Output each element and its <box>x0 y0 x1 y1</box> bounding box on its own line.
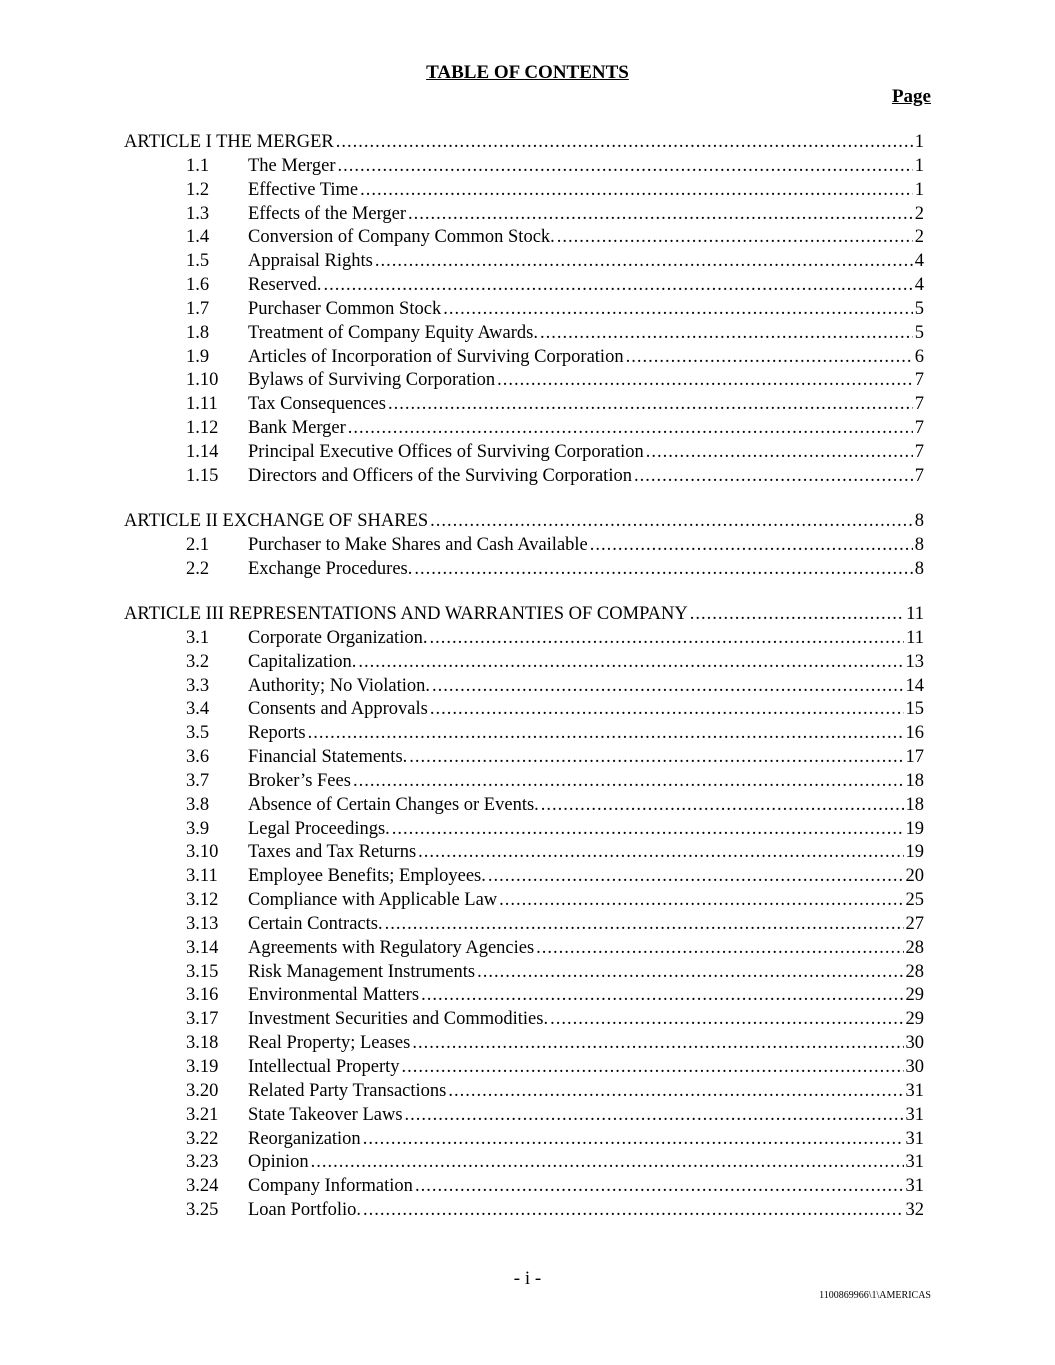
section-page-number: 28 <box>905 937 924 958</box>
section-title: The Merger <box>248 155 336 176</box>
section-number: 3.13 <box>186 913 219 934</box>
dot-leader <box>430 698 904 722</box>
dot-leader <box>358 651 903 675</box>
section-title: Employee Benefits; Employees. <box>248 866 486 887</box>
section-page-number: 14 <box>905 675 924 696</box>
dot-leader <box>388 393 913 417</box>
section-title: Absence of Certain Changes or Events. <box>248 794 539 815</box>
toc-section-entry[interactable] <box>124 722 924 746</box>
section-page-number: 6 <box>914 346 924 367</box>
toc-section-entry[interactable] <box>124 558 924 582</box>
dot-leader <box>590 534 913 558</box>
section-title: Purchaser to Make Shares and Cash Available <box>248 534 588 555</box>
section-page-number: 1 <box>914 155 924 176</box>
section-title: Company Information <box>248 1176 413 1197</box>
section-page-number: 5 <box>914 298 924 319</box>
section-number: 3.6 <box>186 747 210 768</box>
section-number: 3.14 <box>186 937 219 958</box>
section-page-number: 30 <box>905 1057 924 1077</box>
dot-leader <box>541 794 904 818</box>
toc-section-entry[interactable] <box>124 298 924 322</box>
section-page-number: 17 <box>905 747 924 768</box>
section-page-number: 2 <box>914 203 924 224</box>
dot-leader <box>392 818 904 842</box>
page-column-header: Page <box>891 86 931 107</box>
section-number: 3.1 <box>186 627 210 648</box>
section-number: 3.5 <box>186 723 210 744</box>
dot-leader <box>348 417 913 441</box>
section-title: Treatment of Company Equity Awards. <box>248 322 538 343</box>
footer-page-number: - i - <box>513 1268 542 1289</box>
dot-leader <box>363 1128 904 1152</box>
section-number: 2.2 <box>186 558 210 579</box>
section-title: Directors and Officers of the Surviving Corporation <box>248 465 632 486</box>
dot-leader <box>550 1008 903 1032</box>
section-title: Broker’s Fees <box>248 770 351 791</box>
dot-leader <box>497 369 913 393</box>
section-page-number: 32 <box>905 1200 924 1221</box>
section-number: 3.16 <box>186 985 219 1006</box>
section-page-number: 1 <box>914 179 924 200</box>
toc-article-block <box>124 131 924 489</box>
section-page-number: 31 <box>905 1128 924 1149</box>
section-page-number: 4 <box>914 251 924 272</box>
section-number: 1.4 <box>186 227 210 248</box>
section-number: 1.9 <box>186 346 210 367</box>
dot-leader <box>323 274 912 298</box>
section-title: Certain Contracts. <box>248 913 383 934</box>
section-number: 3.11 <box>186 866 218 887</box>
section-title: Tax Consequences <box>248 394 386 415</box>
toc-section-entry[interactable] <box>124 698 924 722</box>
toc-section-entry[interactable] <box>124 346 924 370</box>
section-number: 1.7 <box>186 298 210 319</box>
section-number: 1.2 <box>186 179 210 200</box>
section-title: Conversion of Company Common Stock. <box>248 227 555 248</box>
section-page-number: 30 <box>905 1033 924 1054</box>
dot-leader <box>418 841 903 865</box>
toc-section-entry[interactable] <box>124 770 924 794</box>
dot-leader <box>429 627 904 651</box>
section-number: 1.12 <box>186 418 219 439</box>
section-page-number: 29 <box>905 1009 924 1030</box>
article-page-number: 11 <box>906 603 924 624</box>
section-title: Capitalization. <box>248 651 357 672</box>
section-page-number: 8 <box>914 558 924 579</box>
section-page-number: 13 <box>905 651 924 672</box>
section-page-number: 4 <box>914 275 924 296</box>
section-number: 3.18 <box>186 1033 219 1054</box>
dot-leader <box>432 675 903 699</box>
section-title: Bylaws of Surviving Corporation <box>248 370 496 391</box>
section-page-number: 18 <box>905 770 924 791</box>
toc-section-entry[interactable] <box>124 393 924 417</box>
article-title: ARTICLE I THE MERGER <box>124 132 334 152</box>
section-number: 3.24 <box>186 1176 219 1197</box>
dot-leader <box>477 961 903 985</box>
toc-section-entry[interactable] <box>124 1008 924 1032</box>
toc-article-entry[interactable] <box>124 603 924 627</box>
dot-leader <box>402 1056 904 1080</box>
section-number: 3.7 <box>186 770 210 791</box>
section-number: 3.15 <box>186 961 219 982</box>
section-title: Purchaser Common Stock <box>248 298 442 319</box>
dot-leader <box>375 250 913 274</box>
section-title: Effects of the Merger <box>248 203 407 224</box>
dot-leader <box>488 865 904 889</box>
section-page-number: 7 <box>914 441 924 462</box>
dot-leader <box>430 510 913 534</box>
dot-leader <box>405 1104 904 1128</box>
dot-leader <box>421 984 903 1008</box>
toc-section-entry[interactable] <box>124 203 924 227</box>
toc-section-entry[interactable] <box>124 651 924 675</box>
section-title: Environmental Matters <box>248 985 420 1006</box>
section-number: 1.15 <box>186 465 219 486</box>
toc-section-entry[interactable] <box>124 961 924 985</box>
section-title: Risk Management Instruments <box>248 961 476 982</box>
section-page-number: 8 <box>914 534 924 555</box>
section-page-number: 15 <box>905 699 924 720</box>
section-page-number: 31 <box>905 1176 924 1197</box>
section-page-number: 16 <box>905 723 924 744</box>
section-title: Related Party Transactions <box>248 1080 447 1101</box>
section-title: Investment Securities and Commodities. <box>248 1009 549 1030</box>
dot-leader <box>443 298 913 322</box>
section-title: Bank Merger <box>248 418 346 439</box>
toc-section-entry[interactable] <box>124 1151 924 1175</box>
section-title: Loan Portfolio. <box>248 1200 362 1221</box>
dot-leader <box>409 746 903 770</box>
section-page-number: 31 <box>905 1080 924 1101</box>
section-number: 3.23 <box>186 1152 219 1173</box>
section-title: Principal Executive Offices of Surviving Corporation <box>248 441 644 462</box>
page-title: TABLE OF CONTENTS <box>426 62 629 83</box>
section-page-number: 7 <box>914 394 924 415</box>
toc-article-entry[interactable] <box>124 510 924 534</box>
section-title: Real Property; Leases <box>248 1033 411 1054</box>
section-number: 3.22 <box>186 1128 219 1149</box>
toc-section-entry[interactable] <box>124 534 924 558</box>
toc-section-entry[interactable] <box>124 794 924 818</box>
section-page-number: 19 <box>905 842 924 863</box>
toc-section-entry[interactable] <box>124 369 924 393</box>
dot-leader <box>634 465 913 489</box>
toc-section-entry[interactable] <box>124 1032 924 1056</box>
section-number: 3.3 <box>186 675 210 696</box>
section-number: 3.21 <box>186 1104 219 1125</box>
section-number: 3.12 <box>186 890 219 911</box>
section-number: 1.1 <box>186 155 210 176</box>
toc-article-entry[interactable] <box>124 131 924 155</box>
toc-section-entry[interactable] <box>124 865 924 889</box>
dot-leader <box>626 346 913 370</box>
section-number: 3.19 <box>186 1057 219 1077</box>
dot-leader <box>311 1151 904 1175</box>
section-title: Taxes and Tax Returns <box>248 842 417 863</box>
section-number: 1.3 <box>186 203 210 224</box>
section-page-number: 19 <box>905 818 924 839</box>
section-page-number: 2 <box>914 227 924 248</box>
document-id: 1100869966\1\AMERICAS <box>819 1290 931 1301</box>
toc-section-entry[interactable] <box>124 155 924 179</box>
toc-section-entry[interactable] <box>124 1080 924 1104</box>
article-title: ARTICLE II EXCHANGE OF SHARES <box>124 511 429 532</box>
dot-leader <box>646 441 913 465</box>
dot-leader <box>499 889 903 913</box>
section-number: 1.11 <box>186 394 218 415</box>
toc-article-block <box>124 510 924 582</box>
section-number: 3.20 <box>186 1080 219 1101</box>
section-title: Exchange Procedures. <box>248 558 413 579</box>
toc-section-entry[interactable] <box>124 984 924 1008</box>
toc-section-entry[interactable] <box>124 1128 924 1152</box>
dot-leader <box>363 1199 903 1223</box>
toc-section-entry[interactable] <box>124 441 924 465</box>
dot-leader <box>412 1032 903 1056</box>
section-number: 3.8 <box>186 794 210 815</box>
toc-section-entry[interactable] <box>124 465 924 489</box>
toc-section-entry[interactable] <box>124 417 924 441</box>
section-number: 1.5 <box>186 251 210 272</box>
section-title: Appraisal Rights <box>248 251 373 272</box>
article-page-number: 1 <box>914 132 924 152</box>
article-title: ARTICLE III REPRESENTATIONS AND WARRANTIES OF COMPANY <box>124 603 688 624</box>
dot-leader <box>408 203 913 227</box>
section-number: 1.6 <box>186 275 210 296</box>
section-number: 2.1 <box>186 534 210 555</box>
section-number: 3.9 <box>186 818 210 839</box>
dot-leader <box>360 179 913 203</box>
article-page-number: 8 <box>914 511 924 532</box>
section-title: Intellectual Property <box>248 1057 400 1077</box>
section-page-number: 31 <box>905 1104 924 1125</box>
section-title: Reorganization <box>248 1128 361 1149</box>
section-number: 1.10 <box>186 370 219 391</box>
section-page-number: 5 <box>914 322 924 343</box>
section-page-number: 27 <box>905 913 924 934</box>
dot-leader <box>690 603 904 627</box>
section-title: Financial Statements. <box>248 747 408 768</box>
toc-section-entry[interactable] <box>124 1104 924 1128</box>
dot-leader <box>336 131 913 155</box>
toc-section-entry[interactable] <box>124 1175 924 1199</box>
section-page-number: 25 <box>905 890 924 911</box>
section-title: Articles of Incorporation of Surviving Corporation <box>248 346 624 367</box>
section-page-number: 28 <box>905 961 924 982</box>
section-number: 3.10 <box>186 842 219 863</box>
toc-section-entry[interactable] <box>124 1199 924 1223</box>
section-page-number: 31 <box>905 1152 924 1173</box>
section-number: 1.14 <box>186 441 219 462</box>
dot-leader <box>540 322 913 346</box>
section-title: Reports <box>248 723 306 744</box>
dot-leader <box>385 913 904 937</box>
section-page-number: 7 <box>914 418 924 439</box>
section-page-number: 7 <box>914 465 924 486</box>
toc-section-entry[interactable] <box>124 841 924 865</box>
dot-leader <box>557 226 913 250</box>
toc-section-entry[interactable] <box>124 322 924 346</box>
section-title: Legal Proceedings. <box>248 818 390 839</box>
section-title: Effective Time <box>248 179 359 200</box>
section-page-number: 20 <box>905 866 924 887</box>
section-number: 3.25 <box>186 1200 219 1221</box>
toc-section-entry[interactable] <box>124 274 924 298</box>
toc-section-entry[interactable] <box>124 913 924 937</box>
toc-section-entry[interactable] <box>124 1056 924 1080</box>
toc-section-entry[interactable] <box>124 627 924 651</box>
section-title: Reserved. <box>248 275 322 296</box>
dot-leader <box>448 1080 903 1104</box>
toc-section-entry[interactable] <box>124 226 924 250</box>
section-title: State Takeover Laws <box>248 1104 403 1125</box>
dot-leader <box>308 722 904 746</box>
toc-section-entry[interactable] <box>124 675 924 699</box>
section-title: Opinion <box>248 1152 309 1173</box>
section-title: Authority; No Violation. <box>248 675 431 696</box>
section-title: Consents and Approvals <box>248 699 428 720</box>
toc-section-entry[interactable] <box>124 250 924 274</box>
toc-article-block <box>124 603 924 1223</box>
dot-leader <box>414 558 912 582</box>
dot-leader <box>415 1175 904 1199</box>
section-page-number: 29 <box>905 985 924 1006</box>
dot-leader <box>353 770 904 794</box>
toc-section-entry[interactable] <box>124 746 924 770</box>
section-title: Agreements with Regulatory Agencies <box>248 937 535 958</box>
table-of-contents <box>124 131 924 1244</box>
dot-leader <box>338 155 913 179</box>
toc-section-entry[interactable] <box>124 937 924 961</box>
section-title: Compliance with Applicable Law <box>248 890 498 911</box>
section-page-number: 11 <box>906 627 924 648</box>
section-number: 1.8 <box>186 322 210 343</box>
toc-section-entry[interactable] <box>124 179 924 203</box>
section-title: Corporate Organization. <box>248 627 428 648</box>
dot-leader <box>536 937 903 961</box>
section-page-number: 18 <box>905 794 924 815</box>
section-page-number: 7 <box>914 370 924 391</box>
toc-section-entry[interactable] <box>124 818 924 842</box>
toc-section-entry[interactable] <box>124 889 924 913</box>
section-number: 3.4 <box>186 699 210 720</box>
section-number: 3.17 <box>186 1009 219 1030</box>
section-number: 3.2 <box>186 651 210 672</box>
